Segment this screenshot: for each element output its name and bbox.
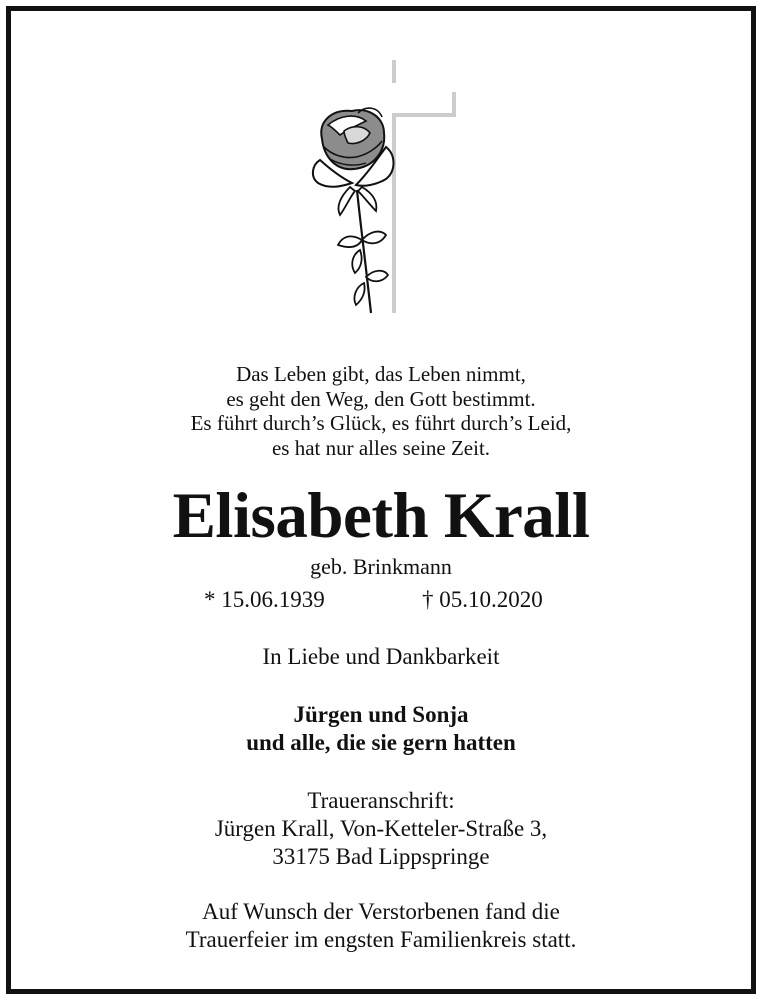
poem-line: es geht den Weg, den Gott bestimmt. xyxy=(226,386,536,411)
poem-line: Das Leben gibt, das Leben nimmt, xyxy=(236,362,526,386)
mourner-line: Jürgen und Sonja xyxy=(293,702,469,727)
note-line: Auf Wunsch der Verstorbenen fand die xyxy=(202,899,560,924)
funeral-note xyxy=(0,898,762,954)
death-date: † 05.10.2020 xyxy=(422,587,543,612)
mourner-line: und alle, die sie gern hatten xyxy=(246,730,516,755)
address-line: 33175 Bad Lippspringe xyxy=(272,844,490,869)
maiden-name: geb. Brinkmann xyxy=(310,554,452,579)
address-line: Jürgen Krall, Von-Ketteler-Straße 3, xyxy=(214,816,548,841)
deceased-name: Elisabeth Krall xyxy=(172,480,590,552)
mourning-address xyxy=(0,787,762,871)
note-line: Trauerfeier im engsten Familienkreis statt. xyxy=(185,927,577,952)
mourners xyxy=(0,701,762,757)
dedication: In Liebe und Dankbarkeit xyxy=(262,644,500,669)
poem-line: Es führt durch’s Glück, es führt durch’s Leid, xyxy=(190,411,572,435)
poem-line: es hat nur alles seine Zeit. xyxy=(271,435,491,460)
rose-and-cross-icon xyxy=(300,55,465,320)
life-dates xyxy=(0,586,762,614)
address-label: Traueranschrift: xyxy=(307,788,455,813)
poem xyxy=(0,362,762,460)
birth-date: * 15.06.1939 xyxy=(204,587,325,612)
